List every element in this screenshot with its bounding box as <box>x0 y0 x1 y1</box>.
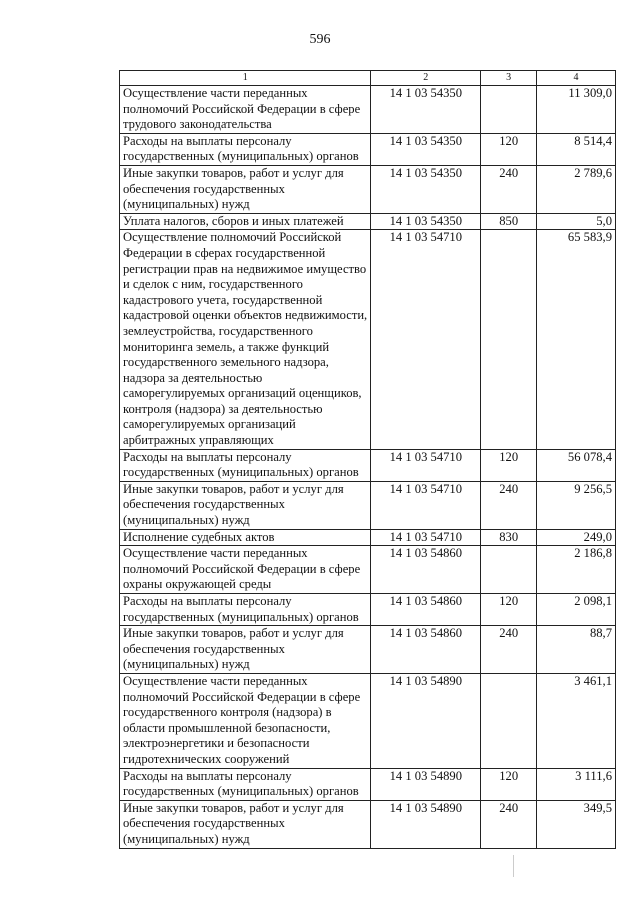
row-code: 14 1 03 54890 <box>371 768 481 800</box>
row-code: 14 1 03 54350 <box>371 133 481 165</box>
row-name: Расходы на выплаты персоналу государственных (муниципальных) органов <box>120 594 371 626</box>
row-amount: 2 186,8 <box>537 546 616 594</box>
row-code: 14 1 03 54860 <box>371 594 481 626</box>
row-code: 14 1 03 54710 <box>371 529 481 546</box>
row-type: 240 <box>481 626 537 674</box>
row-amount: 349,5 <box>537 800 616 848</box>
row-type: 120 <box>481 133 537 165</box>
row-code: 14 1 03 54890 <box>371 673 481 768</box>
row-name: Иные закупки товаров, работ и услуг для обеспечения государственных (муниципальных) нужд <box>120 626 371 674</box>
row-type: 830 <box>481 529 537 546</box>
row-type <box>481 546 537 594</box>
row-code: 14 1 03 54860 <box>371 626 481 674</box>
margin-mark <box>513 855 514 877</box>
row-amount: 8 514,4 <box>537 133 616 165</box>
row-type: 120 <box>481 768 537 800</box>
row-type: 120 <box>481 594 537 626</box>
row-type: 120 <box>481 449 537 481</box>
row-amount: 249,0 <box>537 529 616 546</box>
row-amount: 5,0 <box>537 213 616 230</box>
row-name: Расходы на выплаты персоналу государственных (муниципальных) органов <box>120 768 371 800</box>
table-row <box>120 673 616 768</box>
header-col-2: 2 <box>371 71 481 86</box>
row-type <box>481 230 537 449</box>
row-type: 240 <box>481 800 537 848</box>
header-col-1: 1 <box>120 71 371 86</box>
row-type <box>481 673 537 768</box>
table-row <box>120 165 616 213</box>
table-row <box>120 230 616 449</box>
row-amount: 3 461,1 <box>537 673 616 768</box>
row-name: Иные закупки товаров, работ и услуг для обеспечения государственных (муниципальных) нужд <box>120 481 371 529</box>
row-name: Иные закупки товаров, работ и услуг для обеспечения государственных (муниципальных) нужд <box>120 800 371 848</box>
table-row <box>120 133 616 165</box>
table-row <box>120 481 616 529</box>
row-name: Уплата налогов, сборов и иных платежей <box>120 213 371 230</box>
table-row <box>120 768 616 800</box>
table-row <box>120 626 616 674</box>
row-amount: 65 583,9 <box>537 230 616 449</box>
header-row <box>120 71 616 86</box>
row-code: 14 1 03 54710 <box>371 230 481 449</box>
row-amount: 2 098,1 <box>537 594 616 626</box>
row-amount: 9 256,5 <box>537 481 616 529</box>
row-code: 14 1 03 54350 <box>371 165 481 213</box>
table-row <box>120 594 616 626</box>
row-name: Иные закупки товаров, работ и услуг для обеспечения государственных (муниципальных) нужд <box>120 165 371 213</box>
row-amount: 11 309,0 <box>537 86 616 134</box>
row-name: Осуществление части переданных полномочий Российской Федерации в сфере охраны окружающей среды <box>120 546 371 594</box>
row-name: Исполнение судебных актов <box>120 529 371 546</box>
table-row <box>120 449 616 481</box>
row-type: 850 <box>481 213 537 230</box>
row-code: 14 1 03 54860 <box>371 546 481 594</box>
table-row <box>120 800 616 848</box>
row-name: Расходы на выплаты персоналу государственных (муниципальных) органов <box>120 133 371 165</box>
row-amount: 56 078,4 <box>537 449 616 481</box>
row-name: Осуществление части переданных полномочий Российской Федерации в сфере государственного контроля (надзора) в области промышленной безопасности, электроэнергетики и безопасности гидротехнических сооружений <box>120 673 371 768</box>
row-name: Осуществление части переданных полномочий Российской Федерации в сфере трудового законодательства <box>120 86 371 134</box>
page-number: 596 <box>309 32 331 47</box>
table-row <box>120 529 616 546</box>
row-name: Осуществление полномочий Российской Федерации в сферах государственной регистрации прав на недвижимое имущество и сделок с ним, государственного кадастрового учета, государственной кадастровой оценки объектов недвижимости, землеустройства, государственного мониторинга земель, а также функций государственного земельного надзора, надзора за деятельностью саморегулируемых организаций оценщиков, контроля (надзора) за деятельностью саморегулируемых организаций арбитражных управляющих <box>120 230 371 449</box>
header-col-3: 3 <box>481 71 537 86</box>
row-amount: 88,7 <box>537 626 616 674</box>
header-col-4: 4 <box>537 71 616 86</box>
row-type: 240 <box>481 481 537 529</box>
row-code: 14 1 03 54710 <box>371 449 481 481</box>
row-code: 14 1 03 54350 <box>371 213 481 230</box>
row-code: 14 1 03 54350 <box>371 86 481 134</box>
row-amount: 2 789,6 <box>537 165 616 213</box>
row-code: 14 1 03 54890 <box>371 800 481 848</box>
row-type <box>481 86 537 134</box>
row-name: Расходы на выплаты персоналу государственных (муниципальных) органов <box>120 449 371 481</box>
table-row <box>120 213 616 230</box>
table-row <box>120 546 616 594</box>
table-row <box>120 86 616 134</box>
row-amount: 3 111,6 <box>537 768 616 800</box>
row-code: 14 1 03 54710 <box>371 481 481 529</box>
budget-table <box>119 70 616 849</box>
row-type: 240 <box>481 165 537 213</box>
